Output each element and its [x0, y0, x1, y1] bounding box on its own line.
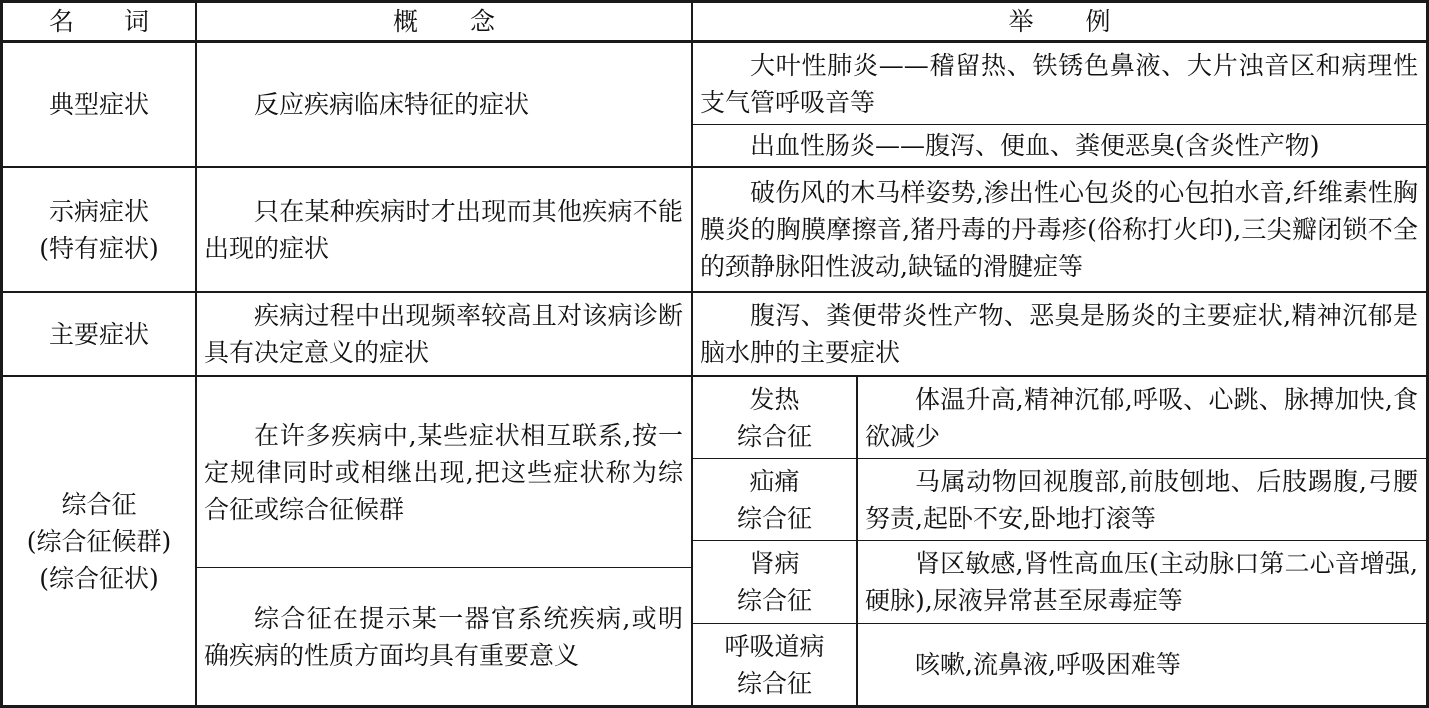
concept-typical: 反应疾病临床特征的症状: [254, 90, 530, 119]
syndrome-name-colic: 疝痛 综合征: [736, 466, 812, 533]
header-concept: 概 念: [392, 7, 496, 36]
term-typical: 典型症状: [48, 90, 149, 119]
example-pathognomonic: 破伤风的木马样姿势,渗出性心包炎的心包拍水音,纤维素性胸膜炎的胸膜摩擦音,猪丹毒的丹毒疹(俗称打火印),三尖瓣闭锁不全的颈静脉阳性波动,缺锰的滑腱症等: [700, 178, 1418, 281]
term-syndrome: 综合征 (综合征候群) (综合征状): [26, 489, 172, 593]
concept-main: 疾病过程中出现频率较高且对该病诊断具有决定意义的症状: [204, 301, 683, 367]
syndrome-desc-respiratory: 咳嗽,流鼻液,呼吸困难等: [915, 650, 1181, 679]
syndrome-desc-kidney: 肾区敏感,肾性高血压(主动脉口第二心音增强,硬脉),尿液异常甚至尿毒症等: [865, 549, 1418, 615]
concept-syndrome-1: 在许多疾病中,某些症状相互联系,按一定规律同时或相继出现,把这些症状称为综合征或综合征候群: [204, 420, 683, 524]
concept-pathognomonic: 只在某种疾病时才出现而其他疾病不能出现的症状: [204, 196, 683, 263]
syndrome-name-respiratory: 呼吸道病 综合征: [724, 631, 825, 698]
example-typical-1: 大叶性肺炎——稽留热、铁锈色鼻液、大片浊音区和病理性支气管呼吸音等: [700, 50, 1418, 117]
header-example: 举 例: [1008, 7, 1111, 36]
term-pathognomonic: 示病症状 (特有症状): [39, 196, 159, 263]
header-term: 名 词: [48, 7, 150, 36]
syndrome-name-fever: 发热 综合征: [736, 384, 812, 451]
example-main: 腹泻、粪便带炎性产物、恶臭是肠炎的主要症状,精神沉郁是脑水肿的主要症状: [700, 301, 1418, 367]
syndrome-name-kidney: 肾病 综合征: [736, 549, 812, 615]
concept-syndrome-2: 综合征在提示某一器官系统疾病,或明确疾病的性质方面均具有重要意义: [204, 603, 683, 670]
example-typical-2: 出血性肠炎——腹泻、便血、粪便恶臭(含炎性产物): [750, 131, 1320, 160]
syndrome-desc-colic: 马属动物回视腹部,前肢刨地、后肢踢腹,弓腰努责,起卧不安,卧地打滚等: [865, 466, 1418, 533]
term-main: 主要症状: [48, 319, 149, 349]
syndrome-desc-fever: 体温升高,精神沉郁,呼吸、心跳、脉搏加快,食欲减少: [865, 384, 1418, 451]
